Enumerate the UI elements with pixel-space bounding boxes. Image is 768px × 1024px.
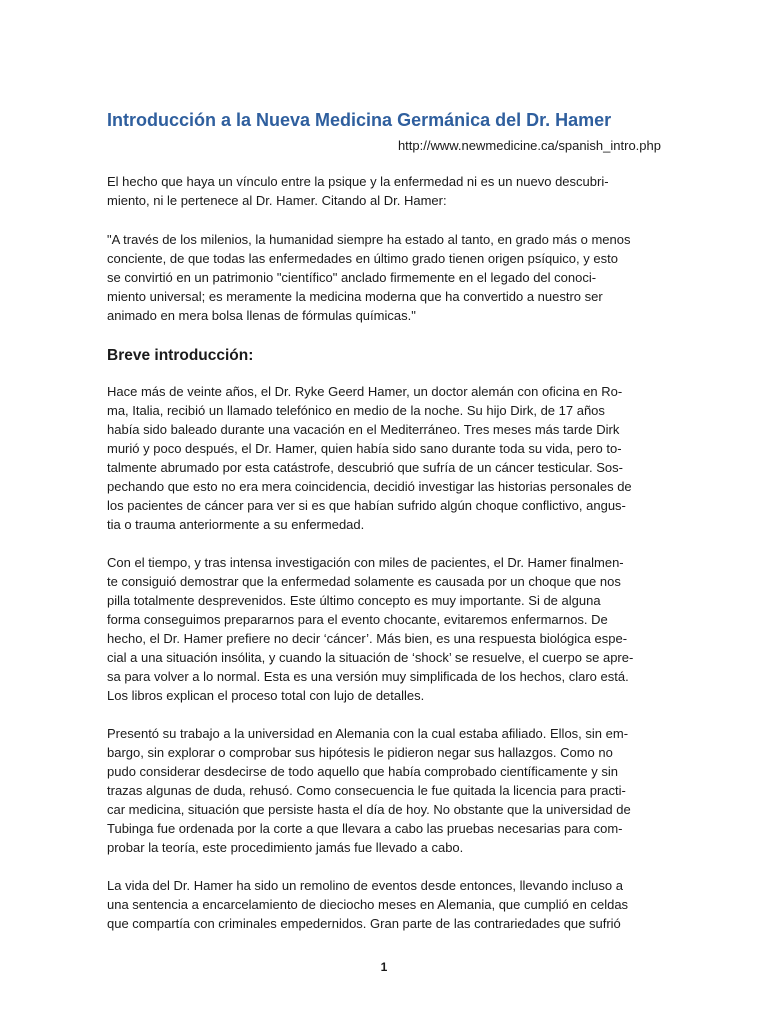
paragraph-line: sa para volver a lo normal. Esta es una versión muy simplificada de los hechos, claro está. xyxy=(107,669,629,684)
paragraph-line: La vida del Dr. Hamer ha sido un remolino de eventos desde entonces, llevando incluso a xyxy=(107,878,623,893)
paragraph-line: Presentó su trabajo a la universidad en Alemania con la cual estaba afiliado. Ellos, sin em- xyxy=(107,726,629,741)
paragraph-line: El hecho que haya un vínculo entre la psique y la enfermedad ni es un nuevo descubri- xyxy=(107,174,609,189)
paragraph-line: hecho, el Dr. Hamer prefiere no decir ‘cáncer’. Más bien, es una respuesta biológica espe- xyxy=(107,631,628,646)
paragraph-line: tia o trauma anteriormente a su enfermedad. xyxy=(107,517,365,532)
paragraph-line: había sido baleado durante una vacación en el Mediterráneo. Tres meses más tarde Dirk xyxy=(107,422,620,437)
paragraph-line: Con el tiempo, y tras intensa investigación con miles de pacientes, el Dr. Hamer finalmen- xyxy=(107,555,624,570)
paragraph-line: miento, ni le pertenece al Dr. Hamer. Citando al Dr. Hamer: xyxy=(107,193,447,208)
paragraph-line: forma conseguimos prepararnos para el evento chocante, evitaremos enfermarnos. De xyxy=(107,612,608,627)
paragraph-line: trazas algunas de duda, rehusó. Como consecuencia le fue quitada la licencia para practi- xyxy=(107,783,626,798)
paragraph-line: cial a una situación insólita, y cuando la situación de ‘shock’ se resuelve, el cuerpo se apre- xyxy=(107,650,634,665)
paragraph-line: se convirtió en un patrimonio "científico" anclado firmemente en el legado del conoci- xyxy=(107,270,597,285)
paragraph-line: que compartía con criminales empedernidos. Gran parte de las contrariedades que sufrió xyxy=(107,916,621,931)
paragraph-line: talmente abrumado por esta catástrofe, descubrió que sufría de un cáncer testicular. Sos- xyxy=(107,460,623,475)
paragraph-line: una sentencia a encarcelamiento de dieciocho meses en Alemania, que cumplió en celdas xyxy=(107,897,629,912)
document-page xyxy=(107,108,661,933)
body-paragraph xyxy=(107,382,661,534)
paragraph-line: pilla totalmente desprevenidos. Este último concepto es muy importante. Si de alguna xyxy=(107,593,601,608)
paragraph-line: animado en mera bolsa llenas de fórmulas químicas." xyxy=(107,308,416,323)
section-heading: Breve introducción: xyxy=(107,347,254,364)
paragraph-line: Tubinga fue ordenada por la corte a que llevara a cabo las pruebas necesarias para com- xyxy=(107,821,623,836)
body-paragraph xyxy=(107,876,661,933)
paragraph-line: "A través de los milenios, la humanidad siempre ha estado al tanto, en grado más o menos xyxy=(107,232,631,247)
paragraph-line: bargo, sin explorar o comprobar sus hipótesis le pidieron negar sus hallazgos. Como no xyxy=(107,745,613,760)
quote-paragraph xyxy=(107,230,661,325)
paragraph-line: car medicina, situación que persiste hasta el día de hoy. No obstante que la universidad de xyxy=(107,802,631,817)
paragraph-line: los pacientes de cáncer para ver si es que habían sufrido algún choque conflictivo, angus- xyxy=(107,498,626,513)
paragraph-line: conciente, de que todas las enfermedades en último grado tienen origen psíquico, y esto xyxy=(107,251,618,266)
paragraph-line: Hace más de veinte años, el Dr. Ryke Geerd Hamer, un doctor alemán con oficina en Ro- xyxy=(107,384,623,399)
paragraph-line: Los libros explican el proceso total con lujo de detalles. xyxy=(107,688,425,703)
body-paragraph xyxy=(107,553,661,705)
paragraph-line: probar la teoría, este procedimiento jamás fue llevado a cabo. xyxy=(107,840,464,855)
paragraph-line: ma, Italia, recibió un llamado telefónico en medio de la noche. Su hijo Dirk, de 17 años xyxy=(107,403,605,418)
paragraph-line: te consiguió demostrar que la enfermedad solamente es causada por un choque que nos xyxy=(107,574,621,589)
body-paragraph xyxy=(107,724,661,857)
paragraph-line: murió y poco después, el Dr. Hamer, quien había sido sano durante toda su vida, pero to- xyxy=(107,441,622,456)
paragraph-line: pudo considerar desdecirse de todo aquello que había comprobado científicamente y sin xyxy=(107,764,618,779)
source-url: http://www.newmedicine.ca/spanish_intro.php xyxy=(397,138,661,153)
paragraph-line: pechando que esto no era mera coincidencia, decidió investigar las historias personales de xyxy=(107,479,632,494)
paragraph-line: miento universal; es meramente la medicina moderna que ha convertido a nuestro ser xyxy=(107,289,603,304)
document-title: Introducción a la Nueva Medicina Germánica del Dr. Hamer xyxy=(107,110,612,130)
intro-paragraph xyxy=(107,172,661,210)
page-number: 1 xyxy=(380,960,388,974)
